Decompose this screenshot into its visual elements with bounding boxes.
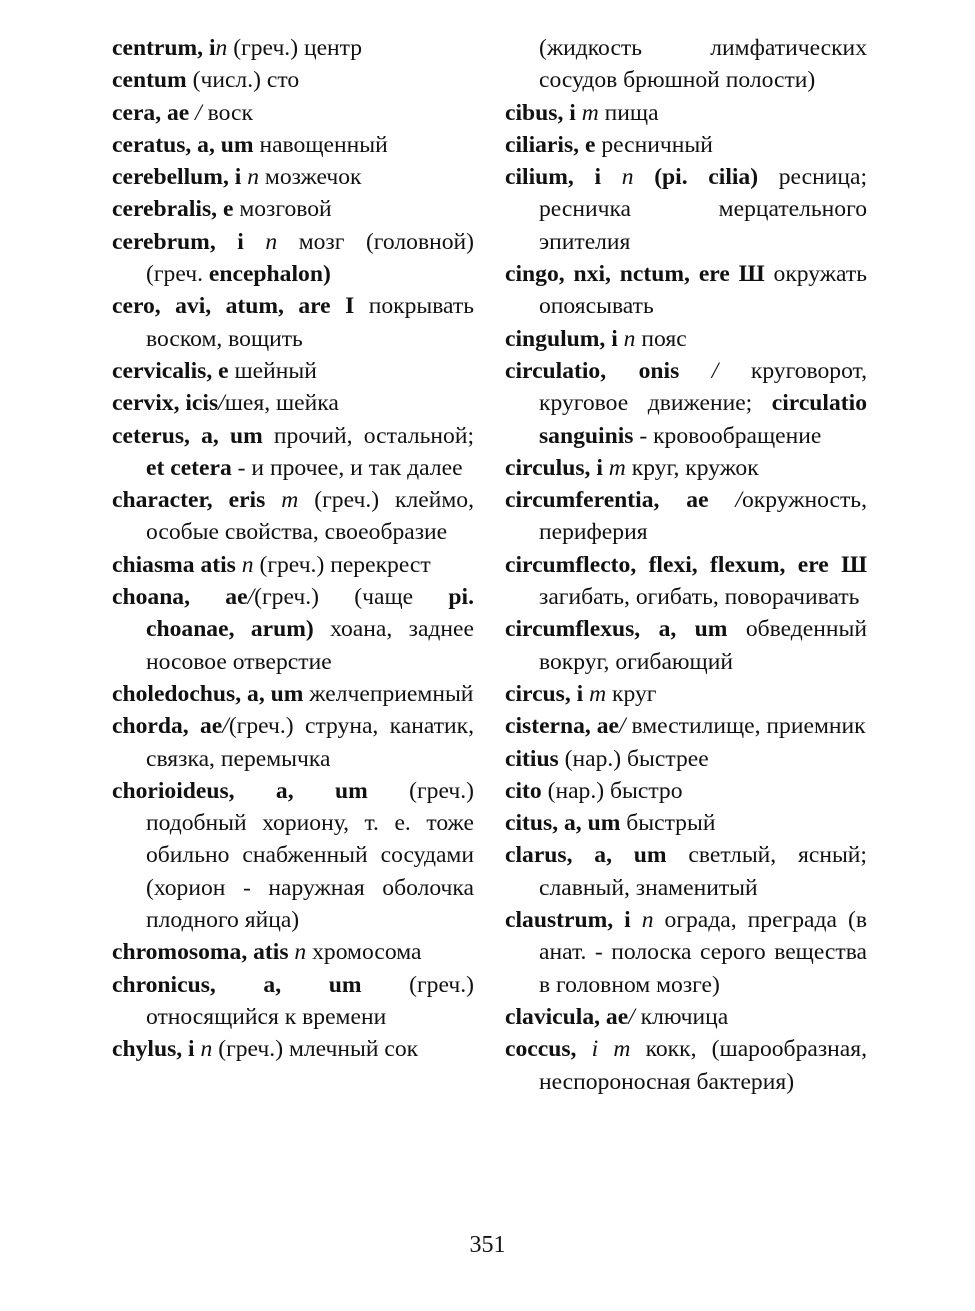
entry-headword: cerebrum, i xyxy=(112,228,244,255)
entry-subheadword: pi. choanae, arum) xyxy=(146,584,474,643)
dictionary-entry xyxy=(112,710,474,775)
dictionary-entry xyxy=(112,936,474,968)
entry-definition: ограда, преграда (в анат. - полоска серого вещества в головном мозге) xyxy=(539,907,867,998)
entry-headword: chylus, i xyxy=(112,1036,195,1063)
dictionary-entry xyxy=(112,290,474,355)
entry-subheadword: et cetera xyxy=(146,454,232,481)
dictionary-entry xyxy=(505,97,867,129)
entry-gender: n xyxy=(194,1036,213,1063)
entry-gender: n xyxy=(235,551,254,578)
entry-headword: clavicula, ae xyxy=(505,1003,629,1030)
entry-headword: ceterus, a, um xyxy=(112,422,263,449)
entry-definition: ключица xyxy=(634,1003,729,1030)
dictionary-entry xyxy=(112,64,474,96)
entry-gender: m xyxy=(602,454,626,481)
entry-gender: n xyxy=(288,939,307,966)
dictionary-entry xyxy=(112,97,474,129)
page-number: 351 xyxy=(469,1232,506,1258)
dictionary-entry xyxy=(505,1001,867,1033)
dictionary-entry xyxy=(505,678,867,710)
entry-headword: centrum, i xyxy=(112,35,216,61)
entry-definition-cont: - и прочее, и так далее xyxy=(231,454,463,481)
entry-definition: ресничный xyxy=(595,131,713,158)
entry-definition: (греч.) (чаще xyxy=(254,584,449,611)
dictionary-entry xyxy=(505,775,867,807)
entry-definition: шея, шейка xyxy=(224,390,339,417)
dictionary-entry xyxy=(505,161,867,258)
entry-gender: n xyxy=(601,164,634,191)
entry-definition: круговорот, круговое движение; xyxy=(539,357,867,417)
entry-headword: ceratus, a, um xyxy=(112,131,254,158)
dictionary-entry xyxy=(505,613,867,678)
dictionary-entry xyxy=(505,355,867,452)
entry-headword: chiasma atis xyxy=(112,551,236,578)
entry-headword: cero, avi, atum, are I xyxy=(112,293,355,320)
entry-headword: cibus, i xyxy=(505,99,576,126)
dictionary-entry xyxy=(505,258,867,323)
entry-definition: пища xyxy=(598,99,659,126)
entry-definition: кокк, (шарообразная, неспороносная бактерия) xyxy=(539,1036,868,1095)
entry-definition-cont: хоана, заднее носовое отверстие xyxy=(146,616,475,675)
dictionary-entry xyxy=(112,32,474,64)
entry-definition: вместилище, приемник xyxy=(625,713,866,740)
entry-definition: загибать, огибать, поворачивать xyxy=(539,584,860,611)
entry-headword: cilium, i xyxy=(505,164,602,191)
entry-headword: coccus, xyxy=(505,1036,577,1063)
entry-definition: шейный xyxy=(228,357,317,384)
entry-headword: circumflexus, a, um xyxy=(505,616,728,643)
dictionary-entry xyxy=(505,1033,867,1098)
entry-headword: cito xyxy=(505,777,542,804)
entry-definition: круг, кружок xyxy=(625,454,759,481)
dictionary-entry xyxy=(112,1033,474,1065)
entry-definition: быстрый xyxy=(620,810,716,837)
dictionary-entry xyxy=(112,549,474,581)
entry-headword: ciliaris, e xyxy=(505,131,596,158)
entry-headword: cera, ae xyxy=(112,99,190,126)
dictionary-entry xyxy=(505,710,867,742)
entry-headword: cingo, nxi, nctum, ere Ш xyxy=(505,261,765,288)
left-column xyxy=(112,32,474,1066)
dictionary-entry xyxy=(112,581,474,678)
entry-definition: (греч.) относящийся к времени xyxy=(146,971,474,1030)
dictionary-entry xyxy=(112,355,474,387)
entry-headword: citus, a, um xyxy=(505,810,621,837)
entry-gender: / xyxy=(708,487,742,514)
entry-headword: centum xyxy=(112,67,187,94)
entry-definition-cont: - кровообращение xyxy=(633,422,822,449)
dictionary-entry xyxy=(112,775,474,936)
dictionary-entry xyxy=(112,193,474,225)
entry-headword: claustrum, i xyxy=(505,907,631,934)
entry-gender: / xyxy=(679,357,719,384)
entry-definition: (греч.) перекрест xyxy=(253,551,431,578)
entry-definition xyxy=(634,164,655,190)
dictionary-entry xyxy=(505,807,867,839)
entry-definition: мозжечок xyxy=(259,164,362,191)
entry-definition: (нар.) быстрее xyxy=(558,745,709,772)
entry-headword: circumflecto, flexi, flexum, ere Ш xyxy=(505,551,867,578)
entry-headword: citius xyxy=(505,745,559,772)
entry-gender: i m xyxy=(576,1036,631,1063)
entry-gender: n xyxy=(241,164,259,191)
dictionary-entry xyxy=(505,323,867,355)
entry-headword: cervix, icis xyxy=(112,390,219,417)
entry-headword: cerebellum, i xyxy=(112,164,242,191)
entry-definition: круг xyxy=(606,680,657,707)
entry-gender: / xyxy=(222,713,229,740)
entry-gender: m xyxy=(583,680,607,707)
entry-headword: cervicalis, e xyxy=(112,357,229,384)
entry-headword: circus, i xyxy=(505,680,584,707)
dictionary-entry xyxy=(112,420,474,485)
entry-headword: clarus, a, um xyxy=(505,842,667,869)
dictionary-entry xyxy=(112,969,474,1034)
entry-headword: chorda, ae xyxy=(112,713,223,740)
entry-headword: chronicus, a, um xyxy=(112,971,362,998)
entry-definition: навощенный xyxy=(253,131,388,158)
entry-definition: хромосома xyxy=(306,939,422,966)
entry-subheadword: circulatio sanguinis xyxy=(539,390,867,449)
entry-headword: cerebralis, e xyxy=(112,196,234,223)
entry-gender: / xyxy=(619,713,626,740)
dictionary-entry xyxy=(505,129,867,161)
entry-headword: circumferentia, ae xyxy=(505,487,709,514)
entry-subheadword: encephalon) xyxy=(208,261,331,288)
entry-definition: окружность, периферия xyxy=(539,487,867,546)
continuation-text: (жидкость лимфатических сосудов брюшной полости) xyxy=(539,35,867,94)
right-column xyxy=(505,32,867,1098)
entry-headword: choledochus, a, um xyxy=(112,680,304,707)
entry-gender: / xyxy=(247,584,255,611)
dictionary-entry xyxy=(505,549,867,614)
entry-headword: circulus, i xyxy=(505,454,603,481)
entry-definition: (греч.) млечный сок xyxy=(212,1036,419,1063)
entry-definition: покрывать воском, вощить xyxy=(146,293,474,352)
dictionary-entry xyxy=(505,839,867,904)
entry-gender: n xyxy=(215,35,228,61)
entry-subheadword: (pi. cilia) xyxy=(654,164,759,191)
entry-headword: chorioideus, a, um xyxy=(112,777,368,804)
entry-gender: n xyxy=(630,907,654,934)
entry-definition: пояс xyxy=(635,325,687,352)
entry-definition: желчеприемный xyxy=(303,680,474,707)
dictionary-entry xyxy=(112,129,474,161)
entry-gender: m xyxy=(265,487,299,514)
dictionary-entry xyxy=(505,743,867,775)
entry-headword: cingulum, i xyxy=(505,325,618,352)
entry-gender: n xyxy=(243,228,278,255)
entry-definition-cont: ресница; ресничка мерцательного эпителия xyxy=(539,164,867,255)
entry-headword: circulatio, onis xyxy=(505,357,680,384)
entry-gender: n xyxy=(617,325,636,352)
entry-gender: / xyxy=(189,99,202,126)
entry-headword: character, eris xyxy=(112,487,266,514)
entry-gender: m xyxy=(575,99,599,126)
entry-definition: воск xyxy=(201,99,253,126)
dictionary-entry xyxy=(505,484,867,549)
dictionary-entry xyxy=(505,452,867,484)
entry-gender: / xyxy=(218,390,225,417)
entry-definition: (числ.) сто xyxy=(186,67,300,94)
dictionary-entry xyxy=(112,484,474,549)
entry-headword: cisterna, ae xyxy=(505,713,619,740)
entry-definition: прочий, остальной; xyxy=(262,422,475,449)
dictionary-entry xyxy=(112,678,474,710)
dictionary-entry xyxy=(112,161,474,193)
entry-definition: окружать опоясывать xyxy=(539,261,867,320)
dictionary-entry xyxy=(112,387,474,419)
entry-headword: chromosoma, atis xyxy=(112,939,289,966)
entry-definition: (греч.) центр xyxy=(227,35,363,61)
entry-definition: мозговой xyxy=(233,196,332,223)
entry-gender: / xyxy=(628,1003,635,1030)
entry-definition: обведенный вокруг, огибающий xyxy=(539,616,867,675)
entry-definition: (греч.) клеймо, особые свойства, своеобразие xyxy=(146,487,474,546)
entry-definition: мозг (головной) (греч. xyxy=(146,228,474,288)
entry-definition: светлый, ясный; славный, знаменитый xyxy=(539,842,867,901)
entry-definition: (греч.) подобный хориону, т. е. тоже обильно снабженный сосудами (хорион - наружная оболочка плодного яйца) xyxy=(146,777,474,934)
dictionary-entry xyxy=(112,226,474,291)
entry-definition: (греч.) струна, канатик, связка, перемычка xyxy=(146,713,474,772)
entry-headword: choana, ae xyxy=(112,584,248,611)
entry-definition: (нар.) быстро xyxy=(541,777,683,804)
dictionary-entry xyxy=(505,904,867,1001)
